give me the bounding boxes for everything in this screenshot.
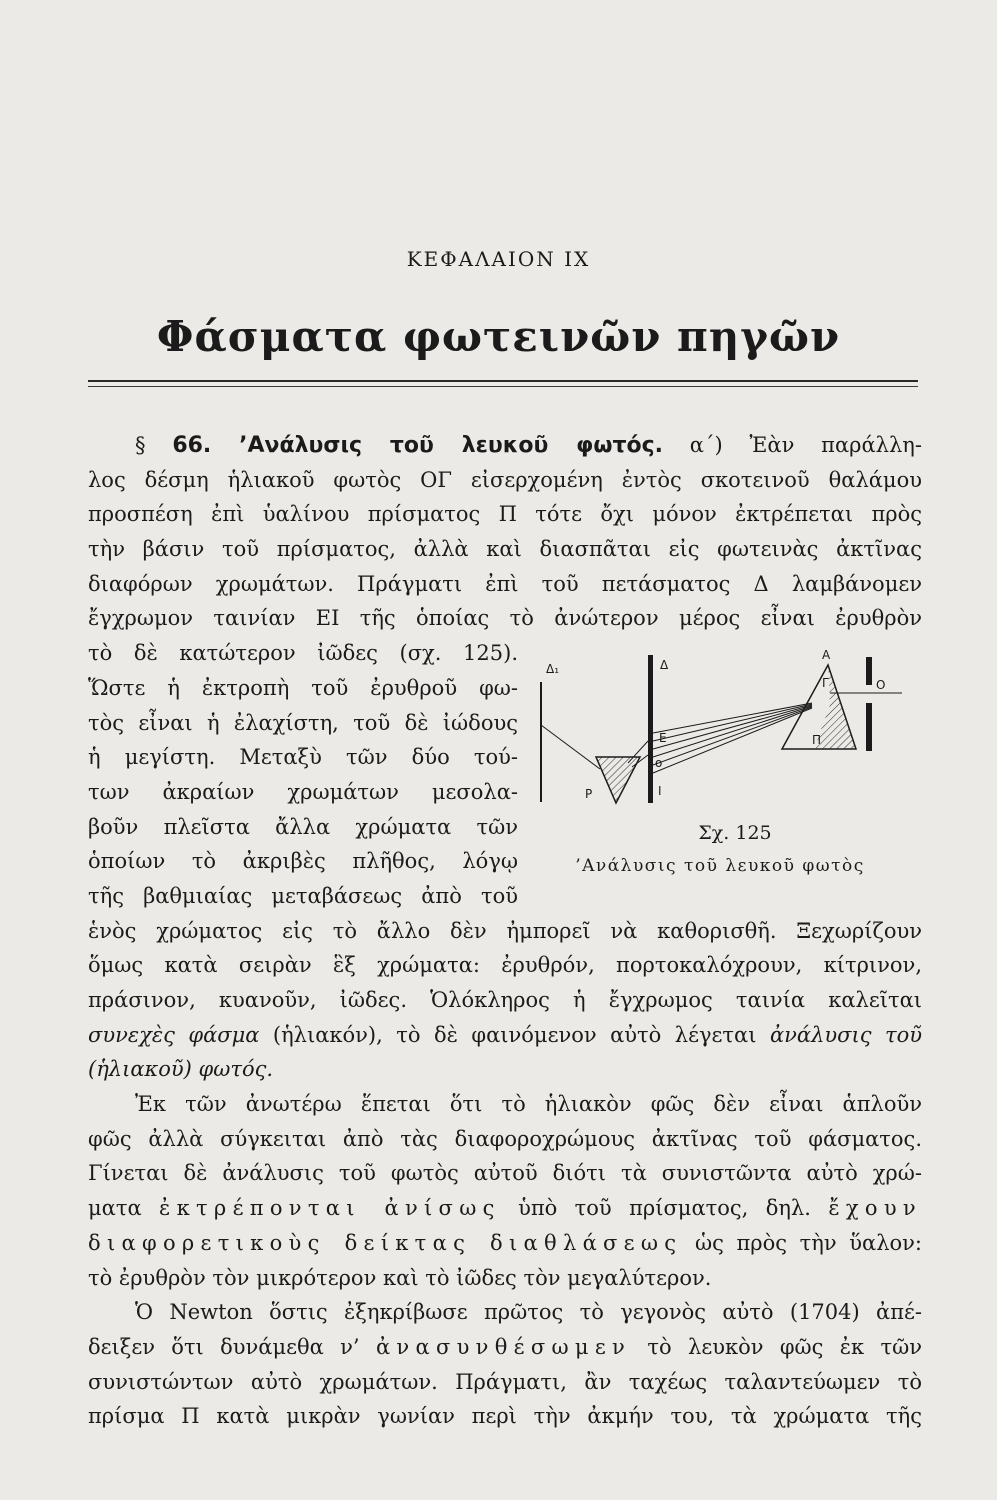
chapter-label: ΚΕΦΑΛΑΙΟΝ ΙΧ [406, 247, 591, 271]
text-line [88, 1295, 922, 1330]
text-run: δειξεν ὅτι δυνάμεθα ν’ [88, 1334, 376, 1359]
dispersed-rays [541, 703, 812, 773]
text-run: α΄) Ἐὰν παράλλη- [663, 433, 922, 457]
text-run: πράσινον, κυανοῦν, ἰῶδες. Ὁλόκληρος ἡ ἔγχρωμος ταινία καλεῖται [88, 988, 922, 1012]
slit-bar-top [866, 657, 872, 685]
text-line [88, 1156, 922, 1191]
text-run: Ὥστε ἡ ἐκτροπὴ τοῦ ἐρυθροῦ φω- [88, 675, 518, 700]
text-run: λος δέσμη ἡλιακοῦ φωτὸς ΟΓ εἰσερχομένη ἐντὸς σκοτεινοῦ θαλάμου [88, 467, 922, 492]
section-heading: 66. ’Ανάλυσις τοῦ λευκοῦ φωτός. [172, 433, 663, 458]
figure-caption-title: ’Ανάλυσις τοῦ λευκοῦ φωτὸς [575, 856, 865, 876]
slit-bar-bottom [866, 703, 872, 751]
title-rule-thin [88, 386, 918, 387]
text-line [88, 879, 518, 914]
text-line [88, 983, 922, 1018]
text-run: ἀνάλυσις τοῦ [769, 1022, 922, 1047]
text-line [88, 428, 922, 463]
text-line [88, 1365, 922, 1400]
text-run: συνεχὲς φάσμα [88, 1022, 260, 1047]
label-d1: Δ₁ [546, 662, 560, 676]
text-line [88, 1052, 922, 1087]
text-line [88, 1087, 922, 1122]
text-run: (ἡλιακοῦ) φωτός. [88, 1057, 274, 1082]
figure-125-diagram [530, 645, 910, 830]
text-run: ἡ μεγίστη. Μεταξὺ τῶν δύο τού- [88, 745, 518, 770]
screen-d-bar [648, 655, 653, 803]
label-source-o: Ο [876, 678, 886, 692]
text-run: ἀνασυνθέσωμεν [375, 1334, 632, 1359]
text-run: φῶς ἀλλὰ σύγκειται ἀπὸ τὰς διαφοροχρώμους ἀκτῖνας τοῦ φάσματος. [88, 1126, 922, 1151]
text-line [88, 1261, 922, 1296]
text-line [88, 1122, 922, 1157]
chapter-title: Φάσματα φωτεινῶν πηγῶν [156, 312, 841, 361]
text-line [88, 463, 922, 498]
text-run: § [135, 433, 173, 457]
text-run: Ἐκ τῶν ἀνωτέρω ἕπεται ὅτι τὸ ἡλιακὸν φῶς δὲν εἶναι ἁπλοῦν [135, 1092, 922, 1117]
text-run: διαφόρων χρωμάτων. Πράγματι ἐπὶ τοῦ πετάσματος Δ λαμβάνομεν [88, 571, 922, 596]
text-run: τὸ ἐρυθρὸν τὸν μικρότερον καὶ τὸ ἰῶδες τὸν μεγαλύτερον. [88, 1265, 712, 1290]
text-run: ἐκτρέπονται ἀνίσως [159, 1196, 501, 1221]
text-line [88, 1226, 922, 1261]
text-line [88, 671, 518, 706]
text-run: διαφορετικοὺς δείκτας διαθλάσεως [88, 1230, 683, 1255]
text-line [88, 740, 518, 775]
text-run: τὸ δὲ κατώτερον ἰῶδες (σχ. 125). [88, 641, 518, 666]
text-run: ὡς πρὸς τὴν ὕαλον: [682, 1230, 922, 1255]
text-run: προσπέση ἐπὶ ὑαλίνου πρίσματος Π τότε ὄχι μόνον ἐκτρέπεται πρὸς [88, 502, 922, 527]
text-run: Ὁ Newton ὅστις ἐξηκρίβωσε πρῶτος τὸ γεγονὸς αὐτὸ (1704) ἀπέ- [135, 1300, 922, 1325]
text-run: των ἀκραίων χρωμάτων μεσολα- [88, 779, 518, 804]
text-run: τὴν βάσιν τοῦ πρίσματος, ἀλλὰ καὶ διασπᾶται εἰς φωτεινὰς ἀκτῖνας [88, 537, 922, 562]
label-e: Ε [659, 731, 667, 745]
text-run: ἑνὸς χρώματος εἰς τὸ ἄλλο δὲν ἠμπορεῖ νὰ καθορισθῆ. Ξεχωρίζουν [88, 918, 922, 943]
figure-caption-number: Σχ. 125 [698, 822, 772, 844]
text-line [88, 636, 518, 671]
text-line [88, 706, 518, 741]
label-i: Ι [658, 784, 662, 798]
text-run: ὅμως κατὰ σειρὰν ἓξ χρώματα: ἐρυθρόν, πορτοκαλόχρουν, κίτρινον, [88, 953, 922, 978]
text-run: (ἡλιακόν), τὸ δὲ φαινόμενον αὐτὸ λέγεται [259, 1022, 770, 1047]
text-run: ἔγχρωμον ταινίαν ΕΙ τῆς ὁποίας τὸ ἀνώτερον μέρος εἶναι ἐρυθρὸν [88, 606, 922, 631]
text-run: ἔχουν [828, 1196, 922, 1221]
text-line [88, 810, 518, 845]
text-line [88, 914, 922, 949]
text-line [88, 1018, 922, 1053]
text-line [88, 1191, 922, 1226]
text-run: τὸ λευκὸν φῶς ἐκ τῶν [631, 1334, 922, 1359]
text-line [88, 844, 518, 879]
label-apex-a: Α [822, 648, 831, 662]
text-line [88, 497, 922, 532]
text-run: ὑπὸ τοῦ πρίσματος, δηλ. [500, 1196, 829, 1221]
text-run: ὁποίων τὸ ἀκριβὲς πλῆθος, λόγῳ [88, 849, 518, 874]
text-line [88, 601, 922, 636]
title-rule-thick [88, 380, 918, 382]
label-small-prism: Ρ [585, 787, 593, 801]
text-run: βοῦν πλεῖστα ἄλλα χρώματα τῶν [88, 814, 518, 839]
text-line [88, 775, 518, 810]
body-text [88, 428, 922, 1434]
text-line [88, 532, 922, 567]
label-small-o: ο [655, 756, 663, 770]
label-prism-p: Π [812, 733, 822, 747]
text-run: Γίνεται δὲ ἀνάλυσις τοῦ φωτὸς αὐτοῦ διότι τὰ συνιστῶντα αὐτὸ χρώ- [88, 1161, 922, 1186]
text-line [88, 1399, 922, 1434]
small-prism-shape [596, 757, 640, 803]
text-line [88, 948, 922, 983]
text-run: ματα [88, 1196, 160, 1221]
text-run: συνιστώντων αὐτὸ χρωμάτων. Πράγματι, ἂν ταχέως ταλαντεύωμεν τὸ [88, 1369, 922, 1394]
text-line [88, 1330, 922, 1365]
text-run: τῆς βαθμιαίας μεταβάσεως ἀπὸ τοῦ [88, 883, 518, 908]
text-run: πρίσμα Π κατὰ μικρὰν γωνίαν περὶ τὴν ἀκμήν του, τὰ χρώματα τῆς [88, 1404, 922, 1429]
text-run: τὸς εἶναι ἡ ἐλαχίστη, τοῦ δὲ ἰώδους [88, 710, 518, 735]
label-g: Γ [822, 676, 829, 690]
text-line [88, 567, 922, 602]
label-d: Δ [660, 658, 669, 672]
